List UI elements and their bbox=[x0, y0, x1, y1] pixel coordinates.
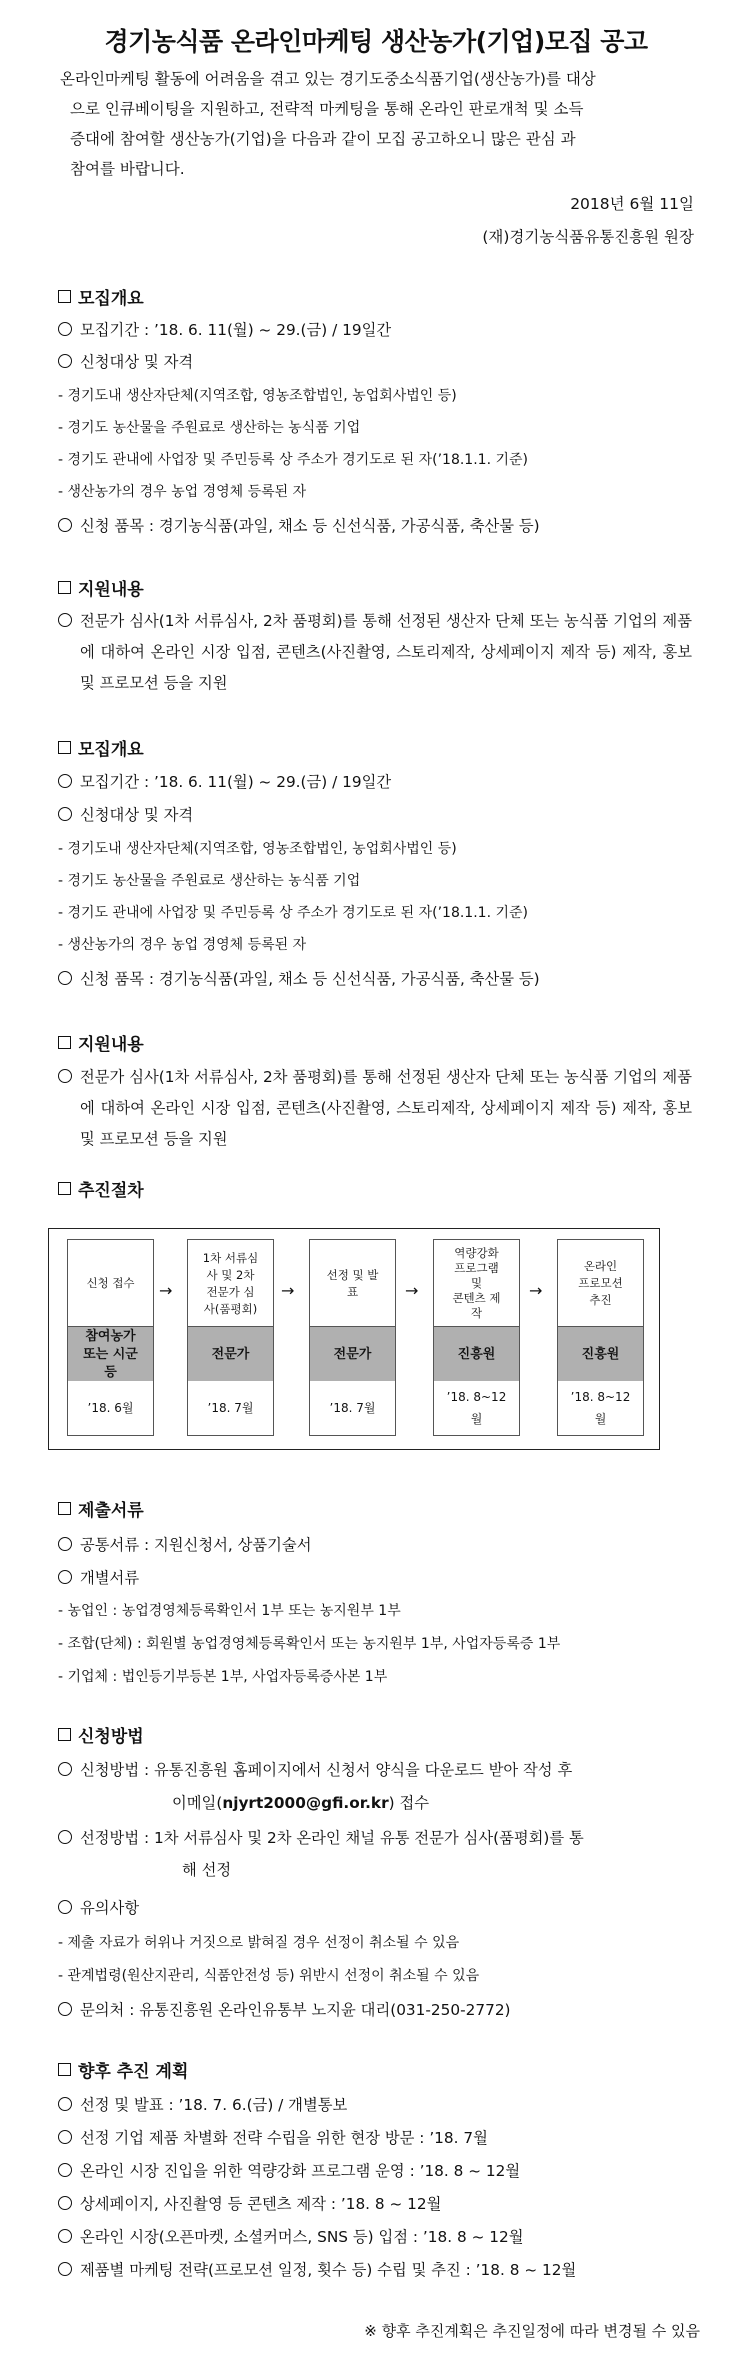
note-item: - 제출 자료가 허위나 거짓으로 밝혀질 경우 선정이 취소될 수 있음 bbox=[58, 1935, 460, 1951]
arrow-right-icon: → bbox=[281, 1281, 295, 1300]
recruit-target: 신청대상 및 자격 bbox=[58, 803, 193, 825]
step-task: 선정 및 발 표 bbox=[309, 1239, 396, 1327]
circle-bullet-icon bbox=[58, 612, 80, 630]
process-diagram bbox=[48, 1228, 660, 1450]
recruit-item: - 경기도내 생산자단체(지역조합, 영농조합법인, 농업회사법인 등) bbox=[58, 841, 457, 857]
step-period: ’18. 7월 bbox=[309, 1381, 396, 1436]
square-bullet-icon bbox=[58, 1036, 71, 1049]
docs-item: - 농업인 : 농업경영체등록확인서 1부 또는 농지원부 1부 bbox=[58, 1603, 401, 1619]
note-item: - 관계법령(원산지관리, 식품안전성 등) 위반시 선정이 취소될 수 있음 bbox=[58, 1968, 480, 1984]
section-heading-recruit: 모집개요 bbox=[58, 735, 144, 760]
recruit-products: 신청 품목 : 경기농식품(과일, 채소 등 신선식품, 가공식품, 축산물 등) bbox=[58, 514, 540, 536]
select-method-cont: 해 선정 bbox=[182, 1861, 232, 1879]
step-period: ’18. 7월 bbox=[187, 1381, 274, 1436]
step-period: ’18. 6월 bbox=[67, 1381, 154, 1436]
step-task: 신청 접수 bbox=[67, 1239, 154, 1327]
section-heading-plan: 향후 추진 계획 bbox=[58, 2057, 188, 2082]
notice-issuer: (재)경기농식품유통진흥원 원장 bbox=[482, 228, 694, 246]
recruit-item: - 경기도 농산물을 주원료로 생산하는 농식품 기업 bbox=[58, 420, 361, 436]
square-bullet-icon bbox=[58, 741, 71, 754]
plan-item: 선정 기업 제품 차별화 전략 수립을 위한 현장 방문 : ’18. 7월 bbox=[58, 2126, 488, 2148]
step-task: 1차 서류심 사 및 2차 전문가 심 사(품평회) bbox=[187, 1239, 274, 1327]
section-heading-documents: 제출서류 bbox=[58, 1496, 144, 1521]
recruit-item: - 경기도 관내에 사업장 및 주민등록 상 주소가 경기도로 된 자(’18.1.1. 기준) bbox=[58, 452, 528, 468]
notice-date: 2018년 6월 11일 bbox=[570, 195, 694, 213]
docs-common: 공통서류 : 지원신청서, 상품기술서 bbox=[58, 1533, 311, 1555]
circle-bullet-icon bbox=[58, 2097, 72, 2111]
step-period: ’18. 8~12 월 bbox=[433, 1381, 520, 1436]
docs-individual: 개별서류 bbox=[58, 1566, 139, 1588]
plan-footnote: ※ 향후 추진계획은 추진일정에 따라 변경될 수 있음 bbox=[364, 2322, 700, 2340]
recruit-period: 모집기간 : ’18. 6. 11(월) ~ 29.(금) / 19일간 bbox=[58, 770, 391, 792]
circle-bullet-icon bbox=[58, 518, 72, 532]
plan-item: 온라인 시장(오픈마켓, 소셜커머스, SNS 등) 입점 : ’18. 8 ~ 12월 bbox=[58, 2225, 524, 2247]
apply-method: 신청방법 : 유통진흥원 홈페이지에서 신청서 양식을 다운로드 받아 작성 후 bbox=[58, 1758, 572, 1780]
circle-bullet-icon bbox=[58, 2262, 72, 2276]
step-owner: 참여농가 또는 시군 등 bbox=[67, 1326, 154, 1383]
page-title: 경기농식품 온라인마케팅 생산농가(기업)모집 공고 bbox=[104, 27, 648, 56]
apply-method-email: 이메일(njyrt2000@gfi.or.kr) 접수 bbox=[172, 1794, 430, 1812]
circle-bullet-icon bbox=[58, 807, 72, 821]
square-bullet-icon bbox=[58, 1728, 71, 1741]
intro-line: 참여를 바랍니다. bbox=[70, 160, 185, 178]
circle-bullet-icon bbox=[58, 971, 72, 985]
recruit-products: 신청 품목 : 경기농식품(과일, 채소 등 신선식품, 가공식품, 축산물 등) bbox=[58, 967, 540, 989]
recruit-period: 모집기간 : ’18. 6. 11(월) ~ 29.(금) / 19일간 bbox=[58, 318, 391, 340]
recruit-item: - 경기도내 생산자단체(지역조합, 영농조합법인, 농업회사법인 등) bbox=[58, 388, 457, 404]
square-bullet-icon bbox=[58, 1182, 71, 1195]
arrow-right-icon: → bbox=[529, 1281, 543, 1300]
step-period: ’18. 8~12 월 bbox=[557, 1381, 644, 1436]
email-address: njyrt2000@gfi.or.kr bbox=[222, 1794, 389, 1812]
square-bullet-icon bbox=[58, 581, 71, 594]
step-owner: 진흥원 bbox=[557, 1326, 644, 1383]
circle-bullet-icon bbox=[58, 1570, 72, 1584]
plan-item: 온라인 시장 진입을 위한 역량강화 프로그램 운영 : ’18. 8 ~ 12월 bbox=[58, 2159, 520, 2181]
square-bullet-icon bbox=[58, 290, 71, 303]
plan-item: 상세페이지, 사진촬영 등 콘텐츠 제작 : ’18. 8 ~ 12월 bbox=[58, 2192, 441, 2214]
circle-bullet-icon bbox=[58, 2163, 72, 2177]
contact-info: 문의처 : 유통진흥원 온라인유통부 노지윤 대리(031-250-2772) bbox=[58, 1998, 511, 2020]
recruit-target: 신청대상 및 자격 bbox=[58, 350, 193, 372]
recruit-item: - 경기도 관내에 사업장 및 주민등록 상 주소가 경기도로 된 자(’18.1.1. 기준) bbox=[58, 905, 528, 921]
circle-bullet-icon bbox=[58, 1537, 72, 1551]
plan-item: 제품별 마케팅 전략(프로모션 일정, 횟수 등) 수립 및 추진 : ’18. 8 ~ 12월 bbox=[58, 2258, 576, 2280]
plan-item: 선정 및 발표 : ’18. 7. 6.(금) / 개별통보 bbox=[58, 2093, 347, 2115]
square-bullet-icon bbox=[58, 2063, 71, 2076]
section-heading-recruit: 모집개요 bbox=[58, 284, 144, 309]
intro-line: 온라인마케팅 활동에 어려움을 겪고 있는 경기도중소식품기업(생산농가)를 대상 bbox=[60, 70, 596, 88]
intro-line: 증대에 참여할 생산농가(기업)을 다음과 같이 모집 공고하오니 많은 관심 과 bbox=[70, 130, 576, 148]
circle-bullet-icon bbox=[58, 1068, 80, 1086]
section-heading-support: 지원내용 bbox=[58, 575, 144, 600]
circle-bullet-icon bbox=[58, 2130, 72, 2144]
circle-bullet-icon bbox=[58, 2229, 72, 2243]
circle-bullet-icon bbox=[58, 1762, 72, 1776]
docs-item: - 기업체 : 법인등기부등본 1부, 사업자등록증사본 1부 bbox=[58, 1669, 388, 1685]
circle-bullet-icon bbox=[58, 322, 72, 336]
step-task: 온라인 프로모션 추진 bbox=[557, 1239, 644, 1327]
arrow-right-icon: → bbox=[159, 1281, 173, 1300]
circle-bullet-icon bbox=[58, 1830, 72, 1844]
step-owner: 전문가 bbox=[187, 1326, 274, 1383]
recruit-item: - 경기도 농산물을 주원료로 생산하는 농식품 기업 bbox=[58, 873, 361, 889]
notes-heading: 유의사항 bbox=[58, 1896, 139, 1918]
step-task: 역량강화 프로그램 및 콘텐츠 제 작 bbox=[433, 1239, 520, 1327]
circle-bullet-icon bbox=[58, 1900, 72, 1914]
section-heading-process: 추진절차 bbox=[58, 1176, 144, 1201]
arrow-right-icon: → bbox=[405, 1281, 419, 1300]
circle-bullet-icon bbox=[58, 774, 72, 788]
support-text: 전문가 심사(1차 서류심사, 2차 품평회)를 통해 선정된 생산자 단체 또는 농식품 기업의 제품에 대하여 온라인 시장 입점, 콘텐츠(사진촬영, 스토리제작, 상세페이지 제작 등) 제작, 홍보 및 프로모션 등을 지원 bbox=[80, 612, 692, 692]
section-heading-method: 신청방법 bbox=[58, 1722, 144, 1747]
recruit-item: - 생산농가의 경우 농업 경영체 등록된 자 bbox=[58, 937, 307, 953]
support-text: 전문가 심사(1차 서류심사, 2차 품평회)를 통해 선정된 생산자 단체 또는 농식품 기업의 제품에 대하여 온라인 시장 입점, 콘텐츠(사진촬영, 스토리제작, 상세페이지 제작 등) 제작, 홍보 및 프로모션 등을 지원 bbox=[80, 1068, 692, 1148]
square-bullet-icon bbox=[58, 1502, 71, 1515]
step-owner: 전문가 bbox=[309, 1326, 396, 1383]
intro-line: 으로 인큐베이팅을 지원하고, 전략적 마케팅을 통해 온라인 판로개척 및 소득 bbox=[70, 100, 584, 118]
intro-paragraph bbox=[60, 64, 712, 184]
select-method: 선정방법 : 1차 서류심사 및 2차 온라인 채널 유통 전문가 심사(품평회)를 통 bbox=[58, 1826, 584, 1848]
step-owner: 진흥원 bbox=[433, 1326, 520, 1383]
docs-item: - 조합(단체) : 회원별 농업경영체등록확인서 또는 농지원부 1부, 사업자등록증 1부 bbox=[58, 1636, 561, 1652]
circle-bullet-icon bbox=[58, 2196, 72, 2210]
recruit-item: - 생산농가의 경우 농업 경영체 등록된 자 bbox=[58, 484, 307, 500]
circle-bullet-icon bbox=[58, 2002, 72, 2016]
circle-bullet-icon bbox=[58, 354, 72, 368]
section-heading-support: 지원내용 bbox=[58, 1030, 144, 1055]
